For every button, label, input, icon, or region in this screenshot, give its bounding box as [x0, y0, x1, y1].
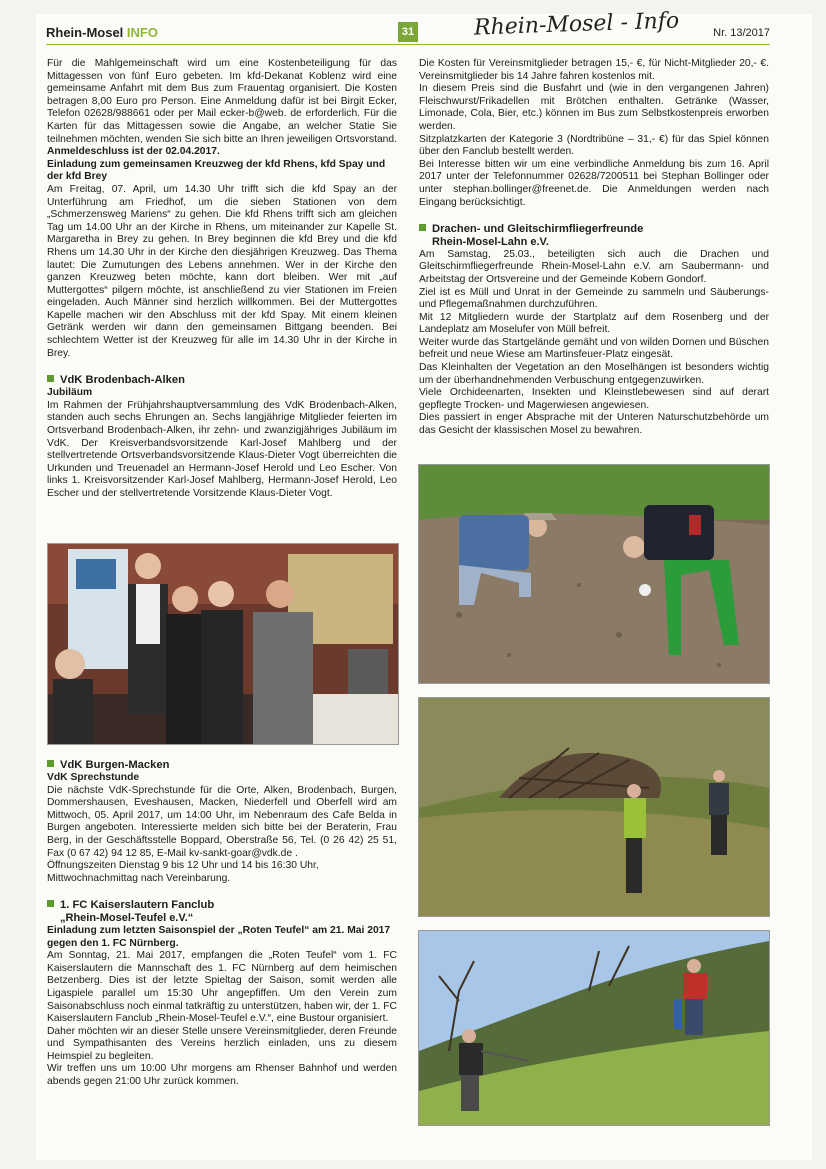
- brand-main: Rhein-Mosel: [46, 25, 124, 40]
- left-column-bottom: [47, 759, 397, 1089]
- vdk-brodenbach-title: VdK Brodenbach-Alken: [60, 374, 185, 387]
- fck-text3: Wir treffen uns um 10:00 Uhr morgens am Rhenser Bahnhof und werden abends gegen 21:00 Uhr zurück kommen.: [47, 1063, 397, 1088]
- drachen-p5: Das Kleinhalten der Vegetation an den Moselhängen ist besonders wichtig um der überhandnehmenden Verbuschung entgegenzuwirken.: [419, 362, 769, 386]
- drachen-p6: Viele Orchideenarten, Insekten und Kleinstlebewesen sind auf derart gepflegte Trocken- und Magerwiesen angewiesen.: [419, 387, 769, 411]
- vdk-brodenbach-sub: Jubiläum: [47, 387, 93, 399]
- fck-heading: [47, 899, 397, 912]
- left-column-top: [47, 58, 397, 501]
- cleanup-photo-2: [418, 697, 770, 917]
- fck-cont1: Die Kosten für Vereinsmitglieder betragen 15,- €, für Nicht-Mitglieder 20,- €. Vereinsmitglieder bis 14 Jahre fahren kostenlos mit.: [419, 58, 769, 82]
- drachen-p3: Mit 12 Mitgliedern wurde der Startplatz auf dem Rosenberg und der Landeplatz am Moselufer von Müll befreit.: [419, 311, 769, 336]
- intro-deadline: Anmeldeschluss ist der 02.04.2017.: [47, 146, 220, 158]
- fck-text2: Daher möchten wir an dieser Stelle unsere Vereinsmitglieder, deren Freunde und Sympathisanten des Vereins herzlich einladen, uns zu diesem Heimspiel zu begleiten.: [47, 1025, 397, 1062]
- fck-cont3: Sitzplatzkarten der Kategorie 3 (Nordtribüne – 31,- €) für das Spiel können über den Fanclub bestellt werden.: [419, 133, 769, 158]
- vdk-burgen-text: Die nächste VdK-Sprechstunde für die Orte, Alken, Brodenbach, Burgen, Dommershausen, Eveshausen, Macken, Niederfell und Oberfell wird am Mittwoch, 05. April 2017, um 14:00 Uhr, im Nebenraum des Cafe Belda in Burgen angeboten. Interessierte melden sich bitte bei der Beraterin, Frau Berg, in der Geschäftsstelle Boppard, Oberstraße 56, Tel. (0 26 42) 25 51, Fax (0 67 42) 94 12 85, E-Mail kv-sankt-goar@vdk.de .: [47, 784, 397, 859]
- vdk-brodenbach-heading: [47, 374, 397, 387]
- cleanup-illustration-3: [419, 931, 769, 1125]
- fck-cont4: Bei Interesse bitten wir um eine verbindliche Anmeldung bis zum 16. April 2017 unter der Telefonnummer 02628/7200511 bei Stephan Bollinger oder unter stephan.bollinger@freenet.de. Die Anmeldungen werden nach Eingang berücksichtigt.: [419, 158, 769, 208]
- vdk-burgen-heading: [47, 759, 397, 772]
- page-number: 31: [398, 22, 418, 42]
- fck-heading2: „Rhein-Mosel-Teufel e.V.“: [60, 912, 194, 925]
- drachen-heading2: Rhein-Mosel-Lahn e.V.: [432, 236, 549, 249]
- fck-text1: Am Sonntag, 21. Mai 2017, empfangen die „Roten Teufel“ vom 1. FC Kaiserslautern die Mannschaft des 1. FC Nürnberg auf dem heimischen Betzenberg. Dies ist der letzte Spieltag der Saison, somit werden alle Ligaspiele parallel um 15:30 Uhr angepfiffen. Um den Verein zum Saisonabschluss noch einmal tatkräftig zu unterstützen, haben wir, der 1. FC Kaiserslautern Fanclub „Rhein-Mosel-Teufel e.V.“, eine Bustour organisiert.: [47, 950, 397, 1025]
- drachen-p1: Am Samstag, 25.03., beteiligten sich auch die Drachen und Gleitschirmfliegerfreunde Rhein-Mosel-Lahn e.V. am Saubermann- und Arbeitstag der Ortsvereine und der Gemeinde Kobern Gondorf.: [419, 248, 769, 285]
- heading-square-icon: [47, 900, 54, 907]
- drachen-heading: [419, 223, 769, 236]
- brand-accent: INFO: [126, 25, 158, 40]
- heading-square-icon: [47, 760, 54, 767]
- fck-cont2: In diesem Preis sind die Busfahrt und (wie in den vergangenen Jahren) Fleischwurst/Frikadellen mit Brötchen enthalten. Getränke (Wasser, Limonade, Cola, Bier, etc.) können im Bus zum Selbstkostenpreis erworben werden.: [419, 83, 769, 132]
- cleanup-illustration-2: [419, 698, 769, 916]
- fck-title: 1. FC Kaiserslautern Fanclub: [60, 899, 215, 912]
- heading-square-icon: [47, 375, 54, 382]
- fck-sub: Einladung zum letzten Saisonspiel der „Roten Teufel“ am 21. Mai 2017 gegen den 1. FC Nürnberg.: [47, 924, 391, 949]
- drachen-p2: Ziel ist es Müll und Unrat in der Gemeinde zu sammeln und Säuberungs- und Pflegemaßnahmen durchzuführen.: [419, 286, 769, 311]
- kreuzweg-text: Am Freitag, 07. April, um 14.30 Uhr trifft sich die kfd Spay an der Unterführung am Friedhof, um die sieben Stationen von dem „Schmerzensweg Mariens“ zu gehen. Die kfd Rhens trifft sich am gleichen Tag um 14.00 Uhr an der Kirche in Rhens, um miteinander zur Kapelle St. Margaretha in Brey zu gehen. In Brey beginnen die kfd Brey und die kfd Rhens um 14.30 Uhr in der Kirche den diesjährigen Kreuzweg. Das Thema lautet: Die Zumutungen des Lebens annehmen. Wer in der Kirche den ganzen Kreuzweg beten möchte, kann dort bleiben. Wer mit „auf Muttergottes“ pilgern möchte, ist anschließend zu vier Stationen im Freien eingeladen. Auch Männer sind herzlich willkommen. Bei der Muttergottes Kapelle machen wir den Abschluss mit der kfd Spay. Mit einem kleinen Getränk werden wir dann den gemeinsamen Bittgang beenden. Bei schlechtem Wetter ist der Kreuzweg für alle im 14.30 Uhr in der Kirche in Brey.: [47, 183, 397, 359]
- cleanup-photo-3: [418, 930, 770, 1126]
- kreuzweg-heading: Einladung zum gemeinsamen Kreuzweg der kfd Rhens, kfd Spay und der kfd Brey: [47, 158, 386, 183]
- drachen-title: Drachen- und Gleitschirmfliegerfreunde: [432, 223, 644, 236]
- page-header: [46, 8, 770, 44]
- vdk-burgen-sub: VdK Sprechstunde: [47, 772, 140, 783]
- heading-square-icon: [419, 224, 426, 231]
- handwritten-note: Rhein-Mosel - Info: [473, 8, 680, 41]
- drachen-p4: Weiter wurde das Startgelände gemäht und von wilden Dornen und Büschen befreit und neue Wiese am Martinsfeuer-Platz eingesät.: [419, 336, 769, 361]
- right-column-top: [419, 58, 769, 438]
- intro-paragraph: [47, 58, 397, 159]
- vdk-ceremony-illustration: [48, 544, 398, 744]
- issue-number: Nr. 13/2017: [713, 27, 770, 39]
- drachen-p7: Dies passiert in enger Absprache mit der Unteren Naturschutzbehörde um das Gesicht der klassischen Mosel zu bewahren.: [419, 412, 769, 437]
- vdk-burgen-title: VdK Burgen-Macken: [60, 759, 170, 771]
- vdk-ceremony-photo: [47, 543, 399, 745]
- cleanup-photo-1: [418, 464, 770, 684]
- intro-text: Für die Mahlgemeinschaft wird um eine Kostenbeteiligung für das Mittagessen von fünf Euro gebeten. Im kfd-Dekanat Koblenz wird eine gemeinsame Anfahrt mit dem Bus zum Frauentag organisiert. Die Kosten betragen 8,00 Euro pro Person. Eine Anmeldung dafür ist bei Birgit Ecker, Telefon 02628/988661 oder per Mail ecker-b@web. de erforderlich. Für die Karten für das Mittagessen sowie die Angabe, an welcher Statie Sie teilnehmen möchten, wenden Sie sich bitte an Ihren jeweiligen Ortsvorstand.: [47, 58, 397, 145]
- vdk-burgen-hours: Öffnungszeiten Dienstag 9 bis 12 Uhr und 14 bis 16:30 Uhr, Mittwochnachmittag nach Vereinbarung.: [47, 860, 319, 884]
- brand: [46, 25, 158, 40]
- cleanup-illustration-1: [419, 465, 769, 683]
- header-rule: [46, 44, 770, 45]
- vdk-brodenbach-text: Im Rahmen der Frühjahrshauptversammlung des VdK Brodenbach-Alken, standen auch sechs Ehrungen an. Sechs langjährige Mitglieder feierten im Ortsverband Brodenbach-Alken, ihr zehn- und zwanzigjähriges Jubiläum im VdK. Der Kreisverbandsvorsitzende Karl-Josef Mahlberg und der stellvertretende Ortsverbandsvorsitzende Klaus-Dieter Vogt überreichten die Urkunden und Treuenadel an Hermann-Josef Herold und Leo Escher. Von links 1. Kreisvorsitzender Karl-Josef Mahlberg, Hermann-Josef Herold, Leo Escher und der stellvertretende Vorsitzende Klaus-Dieter Vogt.: [47, 399, 397, 499]
